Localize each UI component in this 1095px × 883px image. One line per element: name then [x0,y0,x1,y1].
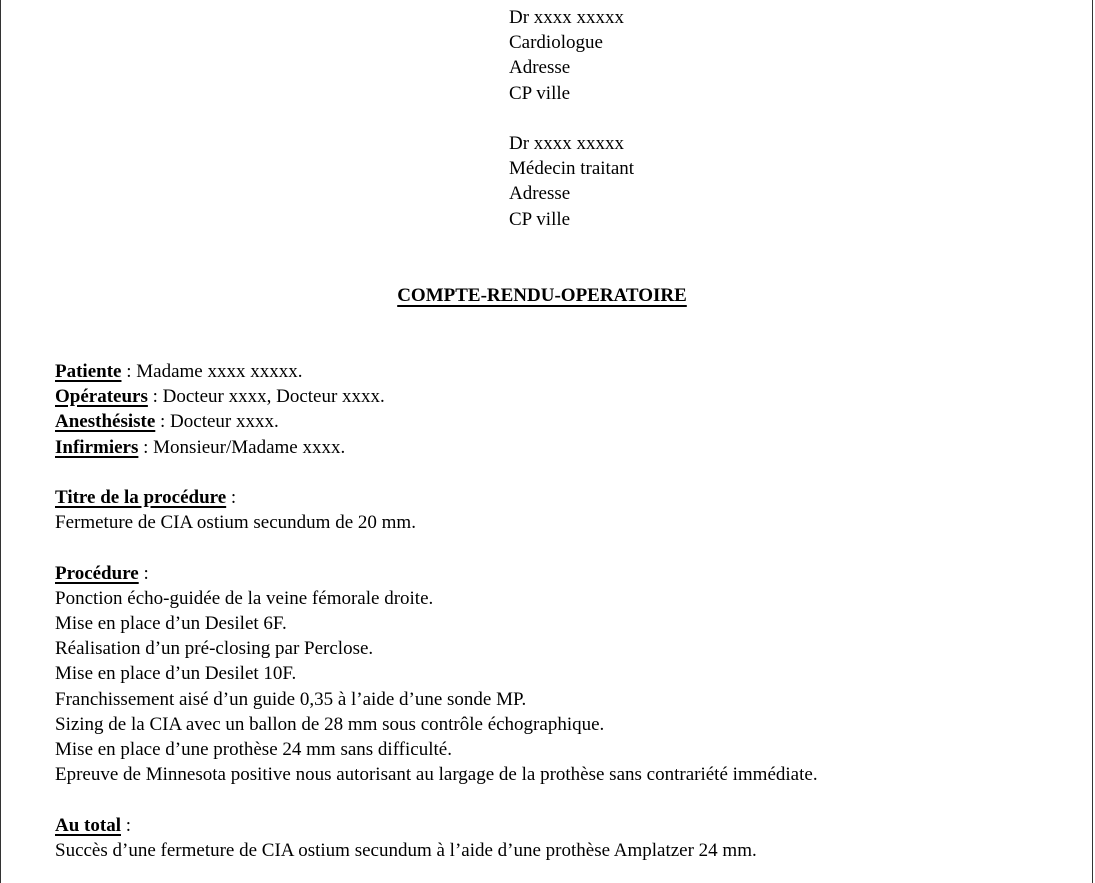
section-suffix: : [120,814,132,836]
recipient-name: Dr xxxx xxxxx [509,7,625,28]
field-value: : Docteur xxxx, Docteur xxxx. [147,386,385,408]
recipient-address: Adresse [509,183,571,205]
field-value: : Monsieur/Madame xxxx. [138,436,346,458]
recipient-address: Adresse [509,57,571,79]
procedure-step: Mise en place d’une prothèse 24 mm sans difficulté. [55,739,452,761]
staff-anesthetist [55,409,1075,434]
procedure-step: Sizing de la CIA avec un ballon de 28 mm sous contrôle échographique. [55,713,605,735]
document-title: COMPTE-RENDU-OPERATOIRE [397,285,687,306]
conclusion-heading [55,813,1075,838]
field-label: Opérateurs [55,386,148,408]
procedure-step: Mise en place d’un Desilet 6F. [55,613,287,634]
procedure-heading [55,561,1075,586]
procedure-title-text: Fermeture de CIA ostium secundum de 20 mm. [55,512,416,534]
procedure-step: Mise en place d’un Desilet 10F. [55,663,297,685]
conclusion-text: Succès d’une fermeture de CIA ostium secundum à l’aide d’une prothèse Amplatzer 24 mm. [55,839,757,861]
recipient-city: CP ville [509,82,571,104]
recipient-name: Dr xxxx xxxxx [509,133,625,154]
field-value: : Docteur xxxx. [155,411,279,433]
recipient-role: Cardiologue [509,32,603,54]
field-label: Anesthésiste [55,411,156,433]
recipient-block-gp [509,131,634,232]
staff-operators [55,384,1075,409]
procedure-step: Ponction écho-guidée de la veine fémorale droite. [55,587,434,609]
section-label: Procédure [55,562,139,584]
section-suffix: : [138,562,149,584]
section-label: Titre de la procédure [55,487,227,508]
procedure-title-heading [55,485,1075,510]
procedure-step: Franchissement aisé d’un guide 0,35 à l’aide d’une sonde MP. [55,688,527,710]
recipient-city: CP ville [509,208,571,230]
report-body [55,359,1075,863]
procedure-step: Réalisation d’un pré-closing par Perclose. [55,638,374,660]
field-value: : Madame xxxx xxxxx. [121,361,303,382]
field-label: Patiente [55,361,122,382]
procedure-step: Epreuve de Minnesota positive nous autorisant au largage de la prothèse sans contrariété immédiate. [55,764,818,786]
staff-nurses [55,435,1075,460]
staff-patient [55,359,1075,384]
section-suffix: : [226,487,237,508]
recipient-block-cardiologist [509,5,624,106]
recipient-role: Médecin traitant [509,158,635,180]
field-label: Infirmiers [55,436,139,458]
section-label: Au total [55,814,121,836]
